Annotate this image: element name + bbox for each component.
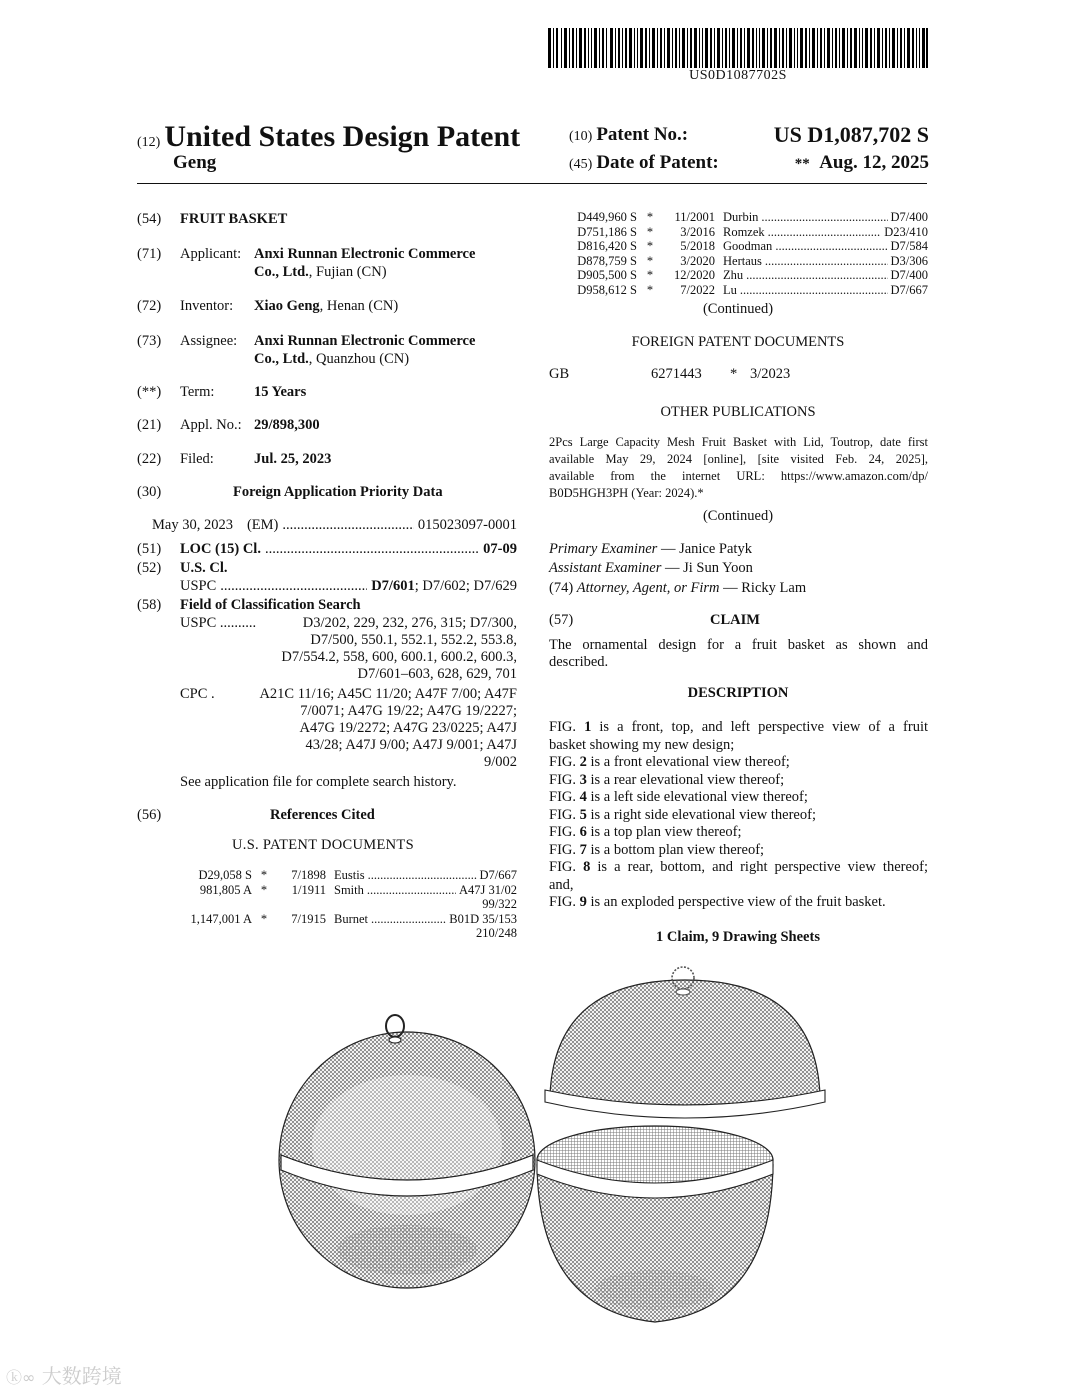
primary-examiner-label: Primary Examiner (549, 541, 658, 557)
fig-text: is a top plan view thereof; (586, 824, 742, 840)
table-row (565, 239, 928, 254)
continued-note: (Continued) (702, 508, 774, 524)
ref-name: Romzek (723, 224, 765, 239)
fig-prefix: FIG. (549, 754, 580, 770)
ref-class: B01D 35/153 (449, 911, 517, 926)
leader-dots (746, 268, 887, 283)
other-pub-entry (549, 434, 928, 502)
patent-no-label: Patent No.: (596, 124, 689, 145)
term-label: Term: (180, 384, 215, 400)
appl-label: Appl. No.: (180, 417, 242, 433)
priority-code: (30) (137, 484, 162, 500)
ref-number: D29,058 S (198, 868, 252, 882)
loc-code: (51) (137, 541, 162, 557)
table-row (565, 268, 928, 283)
ref-extra-class: 210/248 (476, 926, 517, 940)
uspc-row (180, 578, 517, 595)
ref-star: * (646, 253, 654, 268)
list-item (549, 807, 928, 825)
header-rule (137, 183, 927, 184)
inventor-location: , Henan (CN) (319, 298, 399, 314)
exploded-basket-drawing (537, 967, 825, 1322)
cpc-line: 43/28; A47J 9/00; A47J 9/001; A47J (305, 737, 517, 753)
fig-number: 8 (583, 859, 591, 875)
primary-examiner-name: — Janice Patyk (660, 541, 752, 557)
ref-number: D905,500 S (577, 268, 637, 282)
ref-class: D7/400 (890, 210, 928, 224)
ref-extra-class: 99/322 (482, 897, 517, 911)
fig-number: 1 (584, 719, 592, 735)
barcode (548, 28, 928, 68)
cpc-line: 7/0071; A47G 19/22; A47G 19/2227; (300, 703, 517, 719)
applicant-code: (71) (137, 246, 162, 262)
fig-prefix: FIG. (549, 824, 580, 840)
loc-value: 07-09 (483, 541, 517, 557)
cpc-line: A21C 11/16; A45C 11/20; A47F 7/00; A47F (259, 686, 517, 702)
assignee-name: Anxi Runnan Electronic Commerce (254, 333, 476, 349)
ref-date: 3/2016 (680, 224, 715, 239)
ref-date: 5/2018 (680, 239, 715, 253)
patent-date-block (569, 152, 929, 174)
primary-examiner (549, 541, 752, 558)
inventor-surname: Geng (173, 152, 217, 173)
ref-star: * (260, 911, 268, 926)
cpc-label: CPC . (180, 686, 215, 702)
loc-label: LOC (15) Cl. (180, 541, 261, 557)
header-title-block (137, 120, 520, 154)
ref-class: D7/667 (890, 282, 928, 297)
applicant-company: Co., Ltd. (254, 264, 309, 280)
priority-office: (EM) (246, 517, 279, 533)
fruit-basket-figures (255, 960, 955, 1340)
fig-text: and, (549, 876, 574, 893)
table-row (160, 883, 517, 898)
table-row (160, 868, 517, 883)
assignee-name-line2 (254, 351, 409, 368)
applicant-name-line2 (254, 264, 387, 281)
other-pub-line: B0D5HGH3PH (Year: 2024).* (549, 486, 704, 500)
ref-name: Zhu (723, 268, 744, 282)
table-row (160, 912, 517, 927)
filed-date: Jul. 25, 2023 (254, 451, 332, 467)
table-row (565, 225, 928, 240)
term-value: 15 Years (254, 384, 307, 400)
field-uspc-line: D3/202, 229, 232, 276, 315; D7/300, (302, 615, 517, 631)
foreign-date: 3/2023 (750, 366, 791, 382)
list-item (549, 824, 928, 842)
refs-heading: References Cited (270, 807, 375, 823)
code-10: (10) (569, 129, 593, 144)
list-item (549, 859, 928, 877)
ref-class: A47J 31/02 (459, 882, 517, 897)
list-item (549, 737, 928, 755)
ref-name: Lu (723, 282, 737, 297)
ref-date: 1/1911 (291, 882, 326, 897)
cpc-lines (228, 686, 517, 771)
ref-date: 3/2020 (680, 253, 715, 268)
ref-star: * (646, 210, 654, 224)
field-uspc-line: D7/601–603, 628, 629, 701 (357, 666, 517, 682)
patent-date: Aug. 12, 2025 (819, 152, 929, 173)
claim-code: (57) (549, 612, 574, 628)
title-code: (54) (137, 211, 162, 227)
fig-text: is a right side elevational view thereof; (586, 806, 816, 823)
leader-dots (220, 578, 367, 595)
patent-type-title: United States Design Patent (164, 120, 521, 153)
ref-star: * (260, 868, 268, 882)
attorney-label: Attorney, Agent, or Firm (576, 580, 720, 596)
assembled-basket-drawing (279, 1015, 535, 1288)
loc-row (180, 541, 517, 558)
ref-number: D751,186 S (577, 224, 637, 239)
ref-class: D23/410 (884, 224, 928, 239)
ref-class: D7/667 (479, 868, 517, 882)
foreign-star: * (730, 366, 738, 382)
ref-number: D816,420 S (577, 239, 637, 253)
other-pub-line: 2Pcs Large Capacity Mesh Fruit Basket with Lid, Toutrop, date first (549, 435, 928, 449)
foreign-number: 6271443 (651, 366, 702, 382)
field-heading: Field of Classification Search (180, 597, 361, 613)
search-history-note: See application file for complete search history. (180, 774, 457, 790)
fig-text: is a front, top, and left perspective view of a fruit (591, 719, 929, 735)
ref-number: 1,147,001 A (190, 911, 252, 926)
appl-code: (21) (137, 417, 162, 433)
ref-date: 11/2001 (674, 210, 715, 224)
leader-dots (368, 868, 477, 883)
fig-number: 2 (579, 754, 587, 770)
table-row (565, 283, 928, 298)
ref-star: * (646, 239, 654, 253)
leader-dots (265, 541, 479, 558)
attorney (549, 580, 806, 597)
fig-text: is a rear, bottom, and right perspective view thereof; (590, 859, 928, 875)
ref-date: 7/1898 (291, 868, 326, 882)
us-docs-heading: U.S. PATENT DOCUMENTS (232, 837, 414, 853)
claims-sheets-summary: 1 Claim, 9 Drawing Sheets (656, 929, 820, 945)
table-row (565, 210, 928, 225)
filed-label: Filed: (180, 451, 214, 467)
watermark-logo: ⓚ∞ 大数跨境 (6, 1364, 122, 1388)
fig-prefix: FIG. (549, 806, 580, 823)
ref-number: D449,960 S (577, 210, 637, 224)
fig-prefix: FIG. (549, 789, 580, 805)
date-label: Date of Patent: (596, 152, 719, 173)
field-uspc-line: D7/500, 550.1, 552.1, 552.2, 553.8, (310, 632, 517, 648)
claim-line: described. (549, 654, 609, 670)
term-code: (**) (137, 384, 162, 400)
cpc-line: A47G 19/2272; A47G 23/0225; A47J (299, 720, 517, 736)
leader-dots (371, 912, 446, 927)
applicant-location: , Fujian (CN) (308, 264, 387, 280)
field-uspc-label: USPC .......... (180, 615, 257, 631)
leader-dots (740, 283, 888, 298)
cpc-line: 9/002 (483, 754, 517, 770)
leader-dots (768, 225, 882, 240)
fig-number: 4 (579, 789, 587, 805)
leader-dots (765, 254, 888, 269)
inventor-name: Xiao Geng (254, 298, 320, 314)
fig-text: is a front elevational view thereof; (586, 754, 790, 770)
claim-heading: CLAIM (710, 612, 760, 628)
attorney-code: (74) (549, 580, 574, 596)
ref-star: * (646, 224, 654, 239)
date-marker: ** (794, 156, 810, 172)
description-list (549, 719, 928, 912)
fig-text: basket showing my new design; (549, 736, 735, 753)
priority-number: 015023097-0001 (417, 517, 517, 533)
uscl-label: U.S. Cl. (180, 560, 228, 576)
ref-star: * (646, 282, 654, 297)
other-pubs-heading: OTHER PUBLICATIONS (660, 404, 816, 420)
list-item (549, 894, 928, 912)
uspc-main: D7/601 (371, 578, 415, 594)
applicant-name: Anxi Runnan Electronic Commerce (254, 246, 476, 262)
kind-code: (12) (137, 135, 161, 150)
uspc-label: USPC (180, 578, 217, 594)
other-pub-line: available from the internet URL: https://www.amazon.com/dp/ (549, 469, 928, 483)
inventor-line (254, 298, 398, 315)
fig-text: is a left side elevational view thereof; (586, 789, 808, 805)
ref-class: D3/306 (890, 253, 928, 268)
ref-number: 981,805 A (199, 882, 252, 897)
filed-code: (22) (137, 451, 162, 467)
left-ref-table (160, 868, 517, 941)
assignee-company: Co., Ltd. (254, 351, 309, 367)
refs-code: (56) (137, 807, 162, 823)
fig-prefix: FIG. (549, 859, 584, 875)
ref-class: D7/400 (890, 268, 928, 282)
list-item (549, 877, 928, 895)
patent-number: US D1,087,702 S (773, 122, 929, 147)
claim-line: The ornamental design for a fruit basket as shown and (549, 637, 928, 653)
field-code: (58) (137, 597, 162, 613)
fig-prefix: FIG. (549, 841, 580, 858)
appl-number: 29/898,300 (254, 417, 320, 433)
list-item (549, 719, 928, 737)
fig-number: 9 (579, 894, 587, 910)
ref-name: Hertaus (723, 253, 762, 268)
ref-name: Durbin (723, 210, 759, 224)
patent-date-wrap (795, 152, 929, 174)
field-uspc-label-text: USPC (180, 615, 217, 631)
list-item (549, 842, 928, 860)
fig-text: is a rear elevational view thereof; (586, 771, 785, 788)
foreign-heading: FOREIGN PATENT DOCUMENTS (631, 334, 845, 350)
fig-prefix: FIG. (549, 894, 580, 910)
description-heading: DESCRIPTION (687, 685, 789, 701)
fig-number: 6 (579, 824, 587, 840)
ref-number: D878,759 S (577, 253, 637, 268)
uscl-code: (52) (137, 560, 162, 576)
ref-star: * (260, 882, 268, 897)
list-item (549, 789, 928, 807)
priority-row (152, 517, 517, 534)
ref-class: D7/584 (890, 239, 928, 253)
field-uspc-line: D7/554.2, 558, 600, 600.1, 600.2, 600.3, (281, 649, 517, 665)
other-pub-line: available May 29, 2024 [online], [site visited Feb. 24, 2025], (549, 452, 928, 466)
assistant-examiner (549, 560, 753, 577)
attorney-name: — Ricky Lam (723, 580, 807, 596)
ref-date: 7/2022 (680, 282, 715, 297)
leader-dots (282, 517, 414, 534)
code-45: (45) (569, 157, 593, 172)
priority-heading: Foreign Application Priority Data (233, 484, 443, 500)
barcode-number: US0D1087702S (689, 68, 787, 83)
assistant-examiner-name: — Ji Sun Yoon (665, 560, 753, 576)
ref-name: Smith (334, 882, 364, 897)
ref-name: Burnet (334, 911, 369, 926)
leader-dots (367, 883, 456, 898)
continued-note: (Continued) (702, 301, 774, 317)
assignee-label: Assignee: (180, 333, 238, 349)
list-item (549, 754, 928, 772)
fig-number: 3 (579, 771, 587, 788)
fig-prefix: FIG. (549, 771, 580, 788)
ref-date: 12/2020 (674, 268, 715, 282)
claim-text (549, 637, 928, 671)
fig-number: 7 (579, 841, 587, 858)
uspc-rest: ; D7/602; D7/629 (414, 578, 517, 594)
fig-text: is an exploded perspective view of the fruit basket. (586, 894, 886, 910)
ref-name: Eustis (334, 868, 365, 882)
inventor-label: Inventor: (180, 298, 234, 314)
list-item (549, 772, 928, 790)
table-row (565, 254, 928, 269)
field-uspc-lines (262, 615, 517, 683)
right-ref-table (565, 210, 928, 297)
assistant-examiner-label: Assistant Examiner (549, 560, 662, 576)
invention-title: FRUIT BASKET (180, 211, 288, 227)
assignee-code: (73) (137, 333, 162, 349)
applicant-label: Applicant: (180, 246, 242, 262)
assignee-location: , Quanzhou (CN) (308, 351, 410, 367)
ref-number: D958,612 S (577, 282, 637, 297)
ref-name: Goodman (723, 239, 773, 253)
fig-prefix: FIG. (549, 719, 585, 735)
fig-number: 5 (579, 806, 587, 823)
priority-date: May 30, 2023 (152, 517, 233, 533)
patent-number-block (569, 124, 929, 146)
foreign-country: GB (549, 366, 570, 382)
watermark-text: 大数跨境 (41, 1364, 122, 1388)
inventor-code: (72) (137, 298, 162, 314)
fig-text: is a bottom plan view thereof; (586, 841, 765, 858)
leader-dots (761, 210, 887, 225)
leader-dots (775, 239, 887, 254)
ref-star: * (646, 268, 654, 282)
ref-date: 7/1915 (291, 911, 326, 926)
